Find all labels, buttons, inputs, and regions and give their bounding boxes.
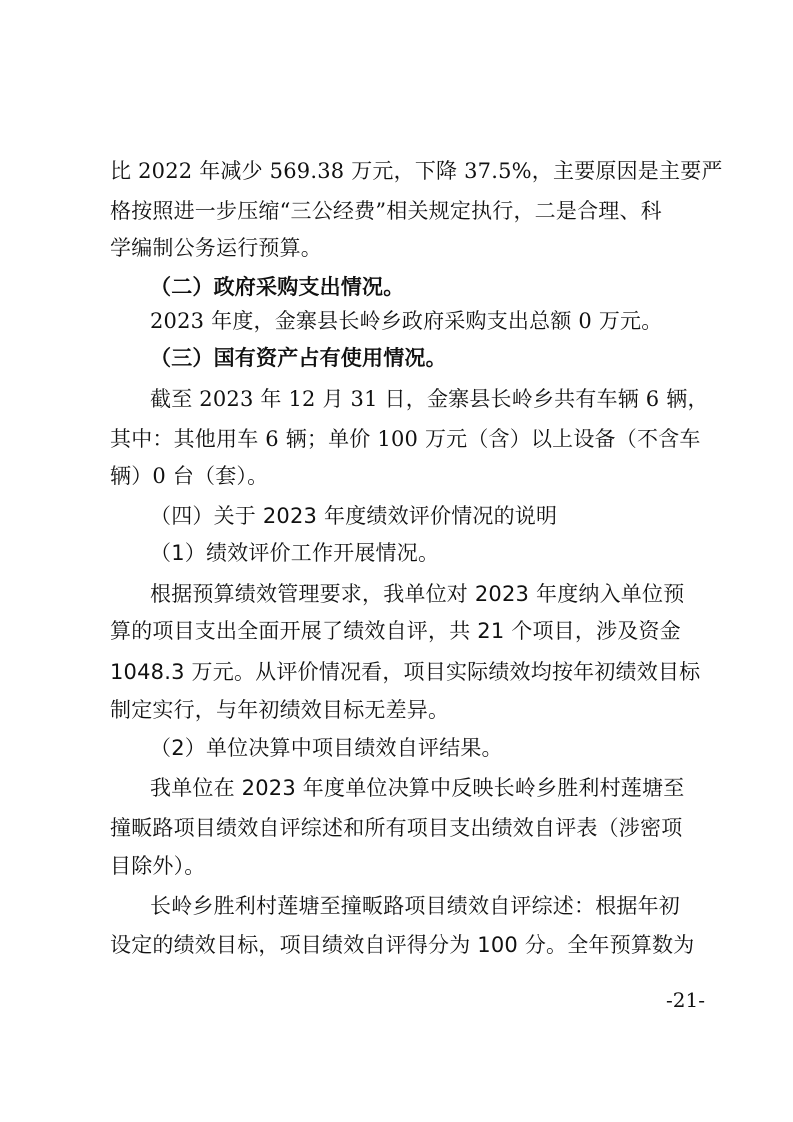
body-text-line: 算的项目支出全面开展了绩效自评，共 21 个项目，涉及资金 <box>110 619 681 643</box>
subsection-heading-evaluation-progress: （1）绩效评价工作开展情况。 <box>150 541 440 565</box>
body-text-line: 比 2022 年减少 569.38 万元，下降 37.5%，主要原因是主要严 <box>110 159 723 183</box>
body-text-line: 制定实行，与年初绩效目标无差异。 <box>110 698 450 722</box>
body-text-line: 学编制公务运行预算。 <box>110 236 322 260</box>
body-text-line: 设定的绩效目标，项目绩效自评得分为 100 分。全年预算数为 <box>110 933 695 957</box>
page-number: -21- <box>666 988 705 1012</box>
body-text-line: 辆）0 台（套）。 <box>110 464 269 488</box>
section-heading-state-assets: （三）国有资产占有使用情况。 <box>150 346 447 370</box>
body-text-line: 1048.3 万元。从评价情况看，项目实际绩效均按年初绩效目标 <box>110 660 701 684</box>
section-heading-government-procurement: （二）政府采购支出情况。 <box>150 275 405 299</box>
body-text-line: 格按照进一步压缩“三公经费”相关规定执行，二是合理、科 <box>110 199 662 223</box>
body-text-line: 截至 2023 年 12 月 31 日，金寨县长岭乡共有车辆 6 辆， <box>150 387 709 411</box>
section-heading-performance-evaluation: （四）关于 2023 年度绩效评价情况的说明 <box>150 504 558 528</box>
body-text-line: 目除外）。 <box>110 854 206 878</box>
body-text-line: 2023 年度，金寨县长岭乡政府采购支出总额 0 万元。 <box>150 309 663 333</box>
subsection-heading-self-evaluation-results: （2）单位决算中项目绩效自评结果。 <box>150 736 503 760</box>
body-text-line: 其中：其他用车 6 辆；单价 100 万元（含）以上设备（不含车 <box>110 427 701 451</box>
body-text-line: 根据预算绩效管理要求，我单位对 2023 年度纳入单位预 <box>150 582 685 606</box>
body-text-line: 我单位在 2023 年度单位决算中反映长岭乡胜利村莲塘至 <box>150 776 685 800</box>
body-text-line: 长岭乡胜利村莲塘至撞畈路项目绩效自评综述：根据年初 <box>150 894 680 918</box>
body-text-line: 撞畈路项目绩效自评综述和所有项目支出绩效自评表（涉密项 <box>110 816 683 840</box>
